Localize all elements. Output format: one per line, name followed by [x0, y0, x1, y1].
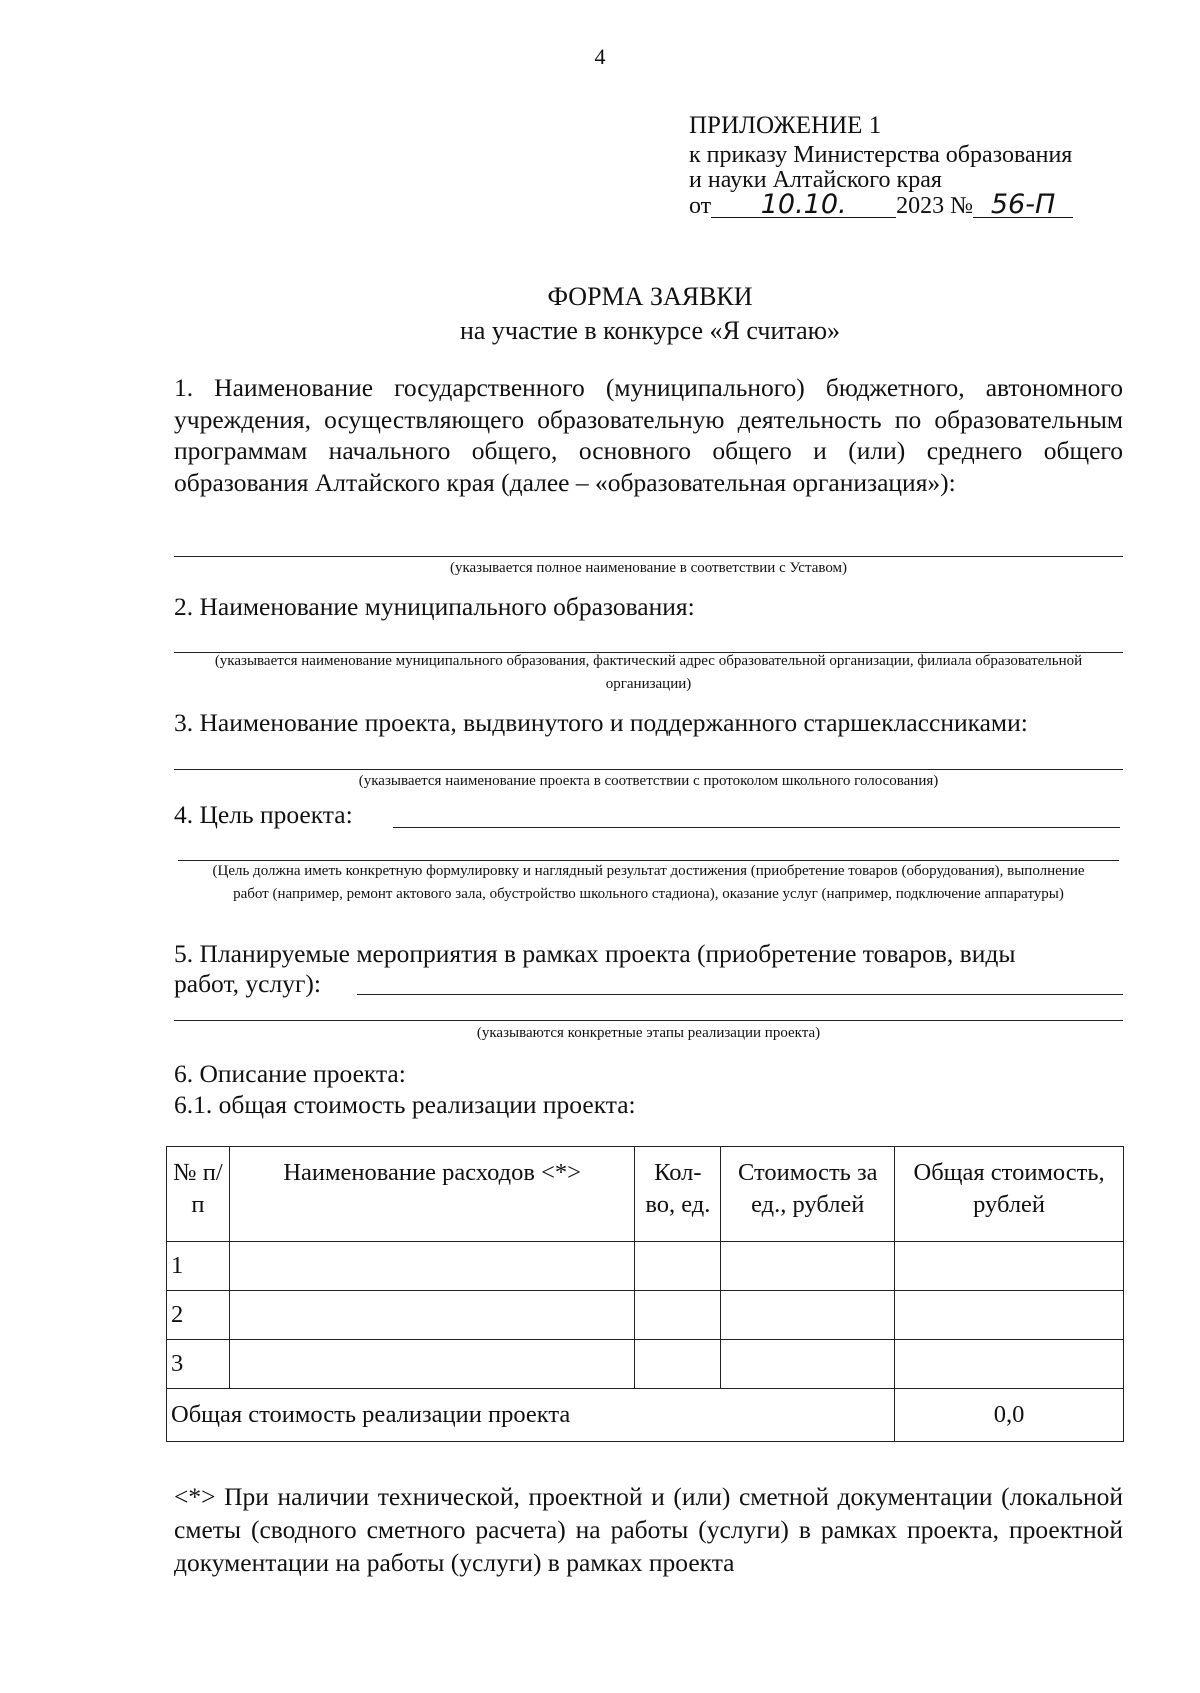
section-3-text: 3. Наименование проекта, выдвинутого и поддержанного старшеклассниками: [174, 708, 1028, 737]
section-1-note: (указывается полное наименование в соответствии с Уставом) [449, 560, 848, 576]
quantity-cell[interactable] [635, 1340, 721, 1389]
section-2-note: (указывается наименование муниципального образования, фактический адрес образовательной организации, филиала образовательной организации) [214, 653, 1083, 692]
page-number: 4 [594, 44, 606, 69]
total-cost-cell[interactable] [895, 1291, 1124, 1340]
number-sign: № [950, 193, 974, 219]
quantity-cell[interactable] [635, 1242, 721, 1291]
row-number: 3 [167, 1340, 230, 1389]
date-prefix: от [689, 193, 712, 219]
expense-name-cell[interactable] [229, 1291, 634, 1340]
table-total-row [167, 1389, 1124, 1442]
row-number: 1 [167, 1242, 230, 1291]
col-header-total-cost: Общая стоимость, рублей [895, 1147, 1124, 1242]
table-row [167, 1291, 1124, 1340]
form-heading [0, 280, 1200, 348]
section-5-answer-line-2[interactable] [174, 1020, 1123, 1021]
expense-name-cell[interactable] [229, 1340, 634, 1389]
section-5-text-line-2: работ, услуг): [174, 969, 322, 998]
section-6-text: 6. Описание проекта: [174, 1059, 406, 1088]
section-5-note: (указываются конкретные этапы реализации проекта) [476, 1025, 821, 1041]
col-header-unit-cost: Стоимость за ед., рублей [721, 1147, 895, 1242]
col-header-expense-name: Наименование расходов <*> [229, 1147, 634, 1242]
cost-table [166, 1146, 1124, 1442]
section-5-answer-line[interactable] [357, 994, 1123, 995]
quantity-cell[interactable] [635, 1291, 721, 1340]
year: 2023 [896, 193, 945, 219]
unit-cost-cell[interactable] [721, 1242, 895, 1291]
appendix-line-1: к приказу Министерства образования [689, 142, 1073, 168]
section-2-text: 2. Наименование муниципального образования: [174, 592, 695, 621]
section-3-note: (указывается наименование проекта в соответствии с протоколом школьного голосования) [358, 773, 939, 789]
section-5-text-line-1: 5. Планируемые мероприятия в рамках проекта (приобретение товаров, виды [174, 939, 1016, 968]
section-4-text: 4. Цель проекта: [174, 800, 353, 829]
appendix-date-line [689, 189, 1073, 220]
section-4-answer-line[interactable] [393, 827, 1120, 828]
table-header-row [167, 1147, 1124, 1242]
total-cost-cell[interactable] [895, 1242, 1124, 1291]
total-label: Общая стоимость реализации проекта [167, 1389, 895, 1442]
footnote-text: <*> При наличии технической, проектной и (или) сметной документации (локальной сметы (сводного сметного расчета) на работы (услуги) в рамках проекта, проектной документации на работы (услуги) в рамках проекта [174, 1482, 1123, 1577]
section-1-text: 1. Наименование государственного (муниципального) бюджетного, автономного учреждения, осуществляющего образовательную деятельность по образовательным программам начального общего, основного общего и (или) среднего общего образования Алтайского края (далее – «образовательная организация»): [174, 373, 1123, 497]
unit-cost-cell[interactable] [721, 1340, 895, 1389]
col-header-number: № п/п [167, 1147, 230, 1242]
appendix-line-2: и науки Алтайского края [689, 167, 942, 193]
unit-cost-cell[interactable] [721, 1291, 895, 1340]
handwritten-order-number: 56-П [973, 193, 1073, 218]
handwritten-date: 10.10. [711, 193, 896, 218]
expense-name-cell[interactable] [229, 1242, 634, 1291]
total-cost-cell[interactable] [895, 1340, 1124, 1389]
table-row [167, 1242, 1124, 1291]
section-4-note: (Цель должна иметь конкретную формулировку и наглядный результат достижения (приобретение товаров (оборудования), выполнение работ (например, ремонт актового зала, обустройство школьного стадиона), оказание услуг (например, подключение аппаратуры) [212, 863, 1085, 902]
form-title: ФОРМА ЗАЯВКИ [547, 282, 753, 311]
row-number: 2 [167, 1291, 230, 1340]
col-header-quantity: Кол-во, ед. [635, 1147, 721, 1242]
table-row [167, 1340, 1124, 1389]
appendix-block [689, 112, 1073, 219]
section-6-1-text: 6.1. общая стоимость реализации проекта: [174, 1090, 636, 1119]
appendix-title: ПРИЛОЖЕНИЕ 1 [689, 112, 882, 139]
form-subtitle: на участие в конкурсе «Я считаю» [459, 316, 841, 345]
total-value: 0,0 [895, 1389, 1124, 1442]
